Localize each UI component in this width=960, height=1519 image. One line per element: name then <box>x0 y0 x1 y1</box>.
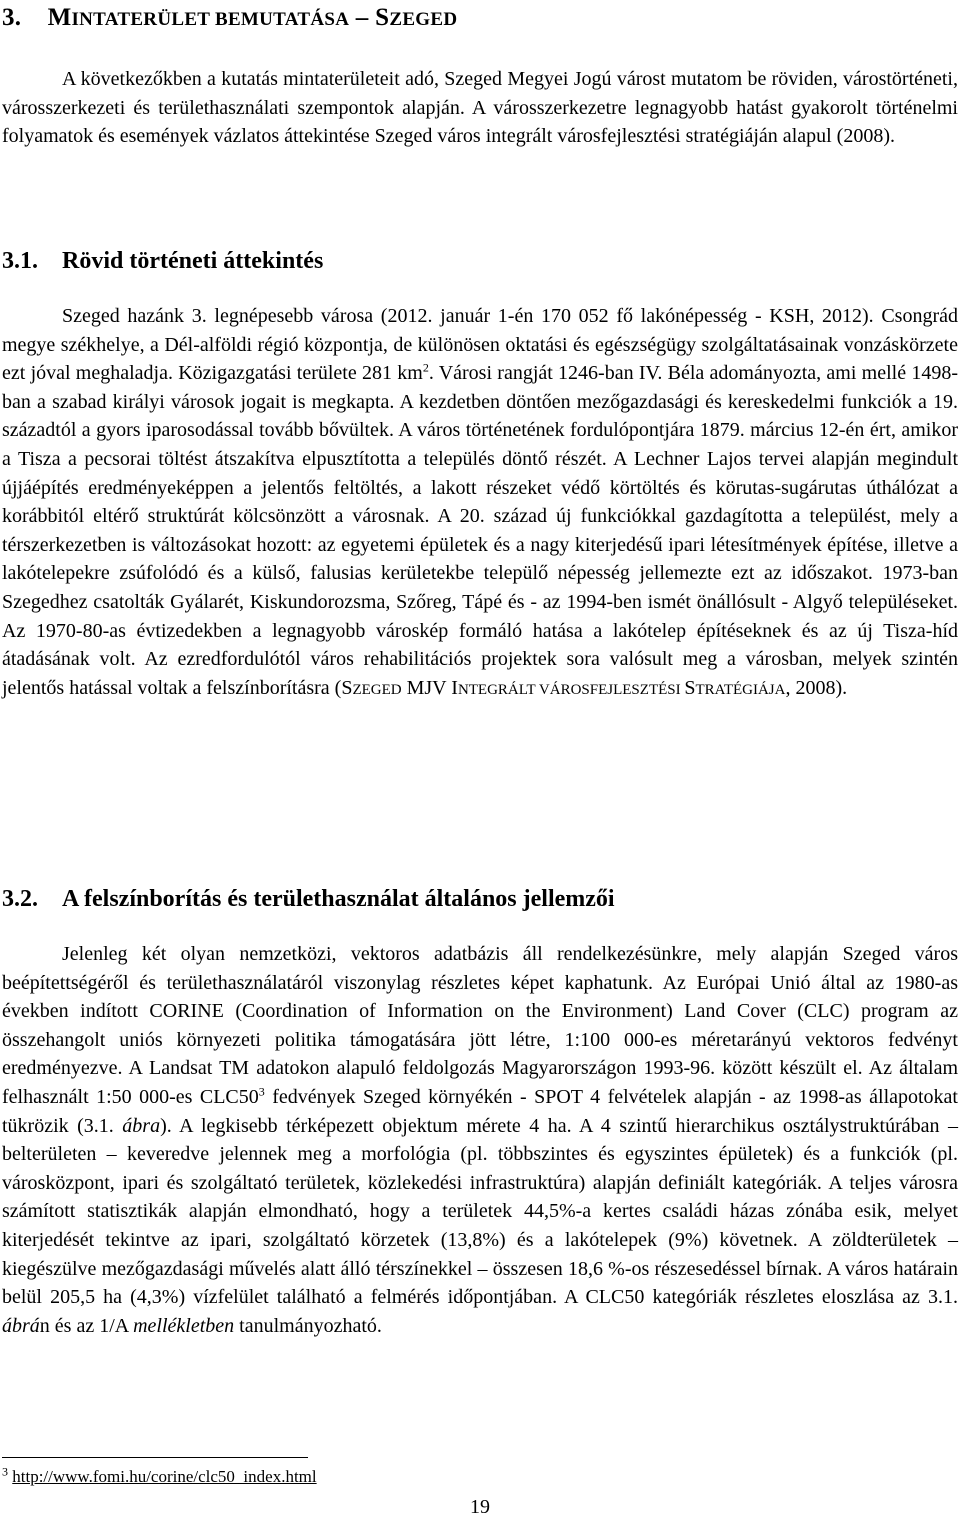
chapter-title-initial: M <box>47 4 72 31</box>
history-paragraph <box>2 302 958 704</box>
chapter-title-rest: INTATERÜLET BEMUTATÁSA <box>71 9 350 30</box>
chapter-title-dash: – <box>349 4 376 31</box>
ref-rest-1: ZEGED <box>352 681 402 698</box>
intro-paragraph: A következőkben a kutatás mintaterületeit adó, Szeged Megyei Jogú várost mutatom be röviden, várostörténeti, városszerkezeti és területhasználati szempontok alapján. A városszerkezetre legnagyobb hatást gyakorolt történelmi folyamatok és események vázlatos áttekintése Szeged város integrált városfejlesztési stratégiáján alapul (2008). <box>2 68 958 148</box>
appendix-ref-italic: mellékletben <box>133 1314 235 1337</box>
chapter-number: 3. <box>2 4 22 31</box>
ref-initial-1: S <box>341 676 353 699</box>
ref-rest-2: NTEGRÁLT VÁROSFEJLESZTÉSI <box>457 681 685 698</box>
landcover-paragraph <box>2 940 958 1340</box>
landcover-text-e: tanulmányozható. <box>234 1314 382 1337</box>
history-text-b: . Városi rangját 1246-ban IV. Béla adományozta, ami mellé 1498-ban a szabad királyi városok jogait is megkapta. A kezdetben döntően mezőgazdasági és kereskedelmi funkciók a 19. századtól a gyors iparosodással tovább bővültek. A város történetének fordulópontjára 1879. március 12-én ért, amikor a Tisza a pecsorai töltést átszakítva elpusztította a település döntő részét. A Lechner Lajos tervei alapján megindult újjáépítés eredményeképpen a jelentős feltöltés, a lakott részeket védő körtöltés és körutas-sugárutas úthálózat a korábbitól eltérő struktúrát kölcsönzött a városnak. A 20. század új funkciókkal gazdagította a települést, mely a térszerkezetben is változásokat hozott: az egyetemi épületek és a nagy kiterjedésű ipari létesítmények építése, illetve a lakótelepekre zsúfolódó és a külső, falusias kerületekbe települő népesség jellemezte ezt az időszakot. 1973-ban Szegedhez csatolták Gyálarét, Kiskundorozsma, Szőreg, Tápé és - az 1994-ben ismét önállósult - Algyő településeket. Az 1970-80-as évtizedekben a legnagyobb városkép formáló hatása a lakótelep építéseknek és az új Tisza-híd átadásának volt. Az ezredfordulótól város rehabilitációs projektek sora valósult meg a városban, melyek szintén jelentős hatással voltak a felszínborításra ( <box>2 362 958 699</box>
figure-ref-italic: ábra <box>122 1114 161 1137</box>
footnote <box>2 1466 317 1488</box>
landcover-text-d: n és az 1/A <box>39 1314 134 1337</box>
section-heading-3-2 <box>2 882 615 916</box>
ref-rest-3: TRATÉGIÁJA <box>695 681 786 698</box>
section-number: 3.2. <box>2 886 38 912</box>
footnote-link[interactable]: http://www.fomi.hu/corine/clc50_index.html <box>12 1467 317 1486</box>
chapter-title-city-rest: ZEGED <box>389 9 458 30</box>
superscript-2: 2 <box>422 360 429 375</box>
ref-initial-3: S <box>684 676 696 699</box>
footnote-number: 3 <box>2 1464 8 1479</box>
chapter-title-city-initial: S <box>375 4 390 31</box>
section-title: Rövid történeti áttekintés <box>62 248 324 274</box>
landcover-text-c: ). A legkisebb térképezett objektum mérete 4 ha. A 4 szintű hierarchikus osztálystruktúrában – belterületen – keveredve jelennek meg a morfológia (pl. többszintes és egyszintes épületek) és a funkciók (pl. városközpont, ipari és szolgáltató területek, közlekedési infrastruktúra) alapján definiált kategóriák. A teljes városra számított statisztikák alapján elmondható, hogy a területek 44,5%-a kertes családi házas zónába esik, melyet kiterjedését tekintve az ipari, szolgáltató körzetek (13,8%) és a lakótelepek (9%) követnek. A zöldterületek – kiegészülve mezőgazdasági művelés alatt álló térszínekkel – összesen 18,6 %-os részesedéssel bírnak. A város határain belül 205,5 ha (4,3%) vízfelület található a felmérés időpontjában. A CLC50 kategóriák részletes eloszlása az 3.1. <box>2 1114 958 1309</box>
landcover-text-b: fedvények Szeged környékén - SPOT 4 felvételek alapján - az 1998-as állapotokat tükrözik (3.1. <box>2 1085 958 1137</box>
figure-ref-italic-2: ábrá <box>2 1314 40 1337</box>
history-text-a: Szeged hazánk 3. legnépesebb városa (2012. január 1-én 170 052 fő lakónépesség - KSH, 2012). Csongrád megye székhelye, a Dél-alföldi régió központja, de különösen oktatási és egészségügy szolgáltatásainak vonzáskörzete ezt jóval meghaladja. Közigazgatási területe 281 km <box>2 305 958 385</box>
chapter-heading <box>2 0 457 38</box>
footnote-mark: 3 <box>258 1084 265 1099</box>
history-text-c: , 2008). <box>785 676 848 699</box>
ref-mjv: MJV <box>401 676 452 699</box>
landcover-text-a: Jelenleg két olyan nemzetközi, vektoros adatbázis áll rendelkezésünkre, mely alapján Szeged város beépítettségéről és területhasználatáról viszonylag részletes képet kaphatunk. Az Európai Unió által az 1980-as években indított CORINE (Coordination of Information on the Environment) Land Cover (CLC) program az összehangolt uniós környezeti politika támogatására jött létre, 1:100 000-es méretarányú vektoros fedvényt eredményezve. A Landsat TM adatokon alapuló feldolgozás Magyarországon 1993-96. között készült el. Az általam felhasznált 1:50 000-es CLC50 <box>2 943 958 1108</box>
footnote-divider <box>2 1457 308 1458</box>
reference-citation <box>341 677 785 699</box>
section-number: 3.1. <box>2 248 38 274</box>
section-title: A felszínborítás és területhasználat általános jellemzői <box>62 886 615 912</box>
section-heading-3-1 <box>2 244 323 278</box>
page-number: 19 <box>470 1496 490 1518</box>
ref-initial-2: I <box>451 676 458 699</box>
